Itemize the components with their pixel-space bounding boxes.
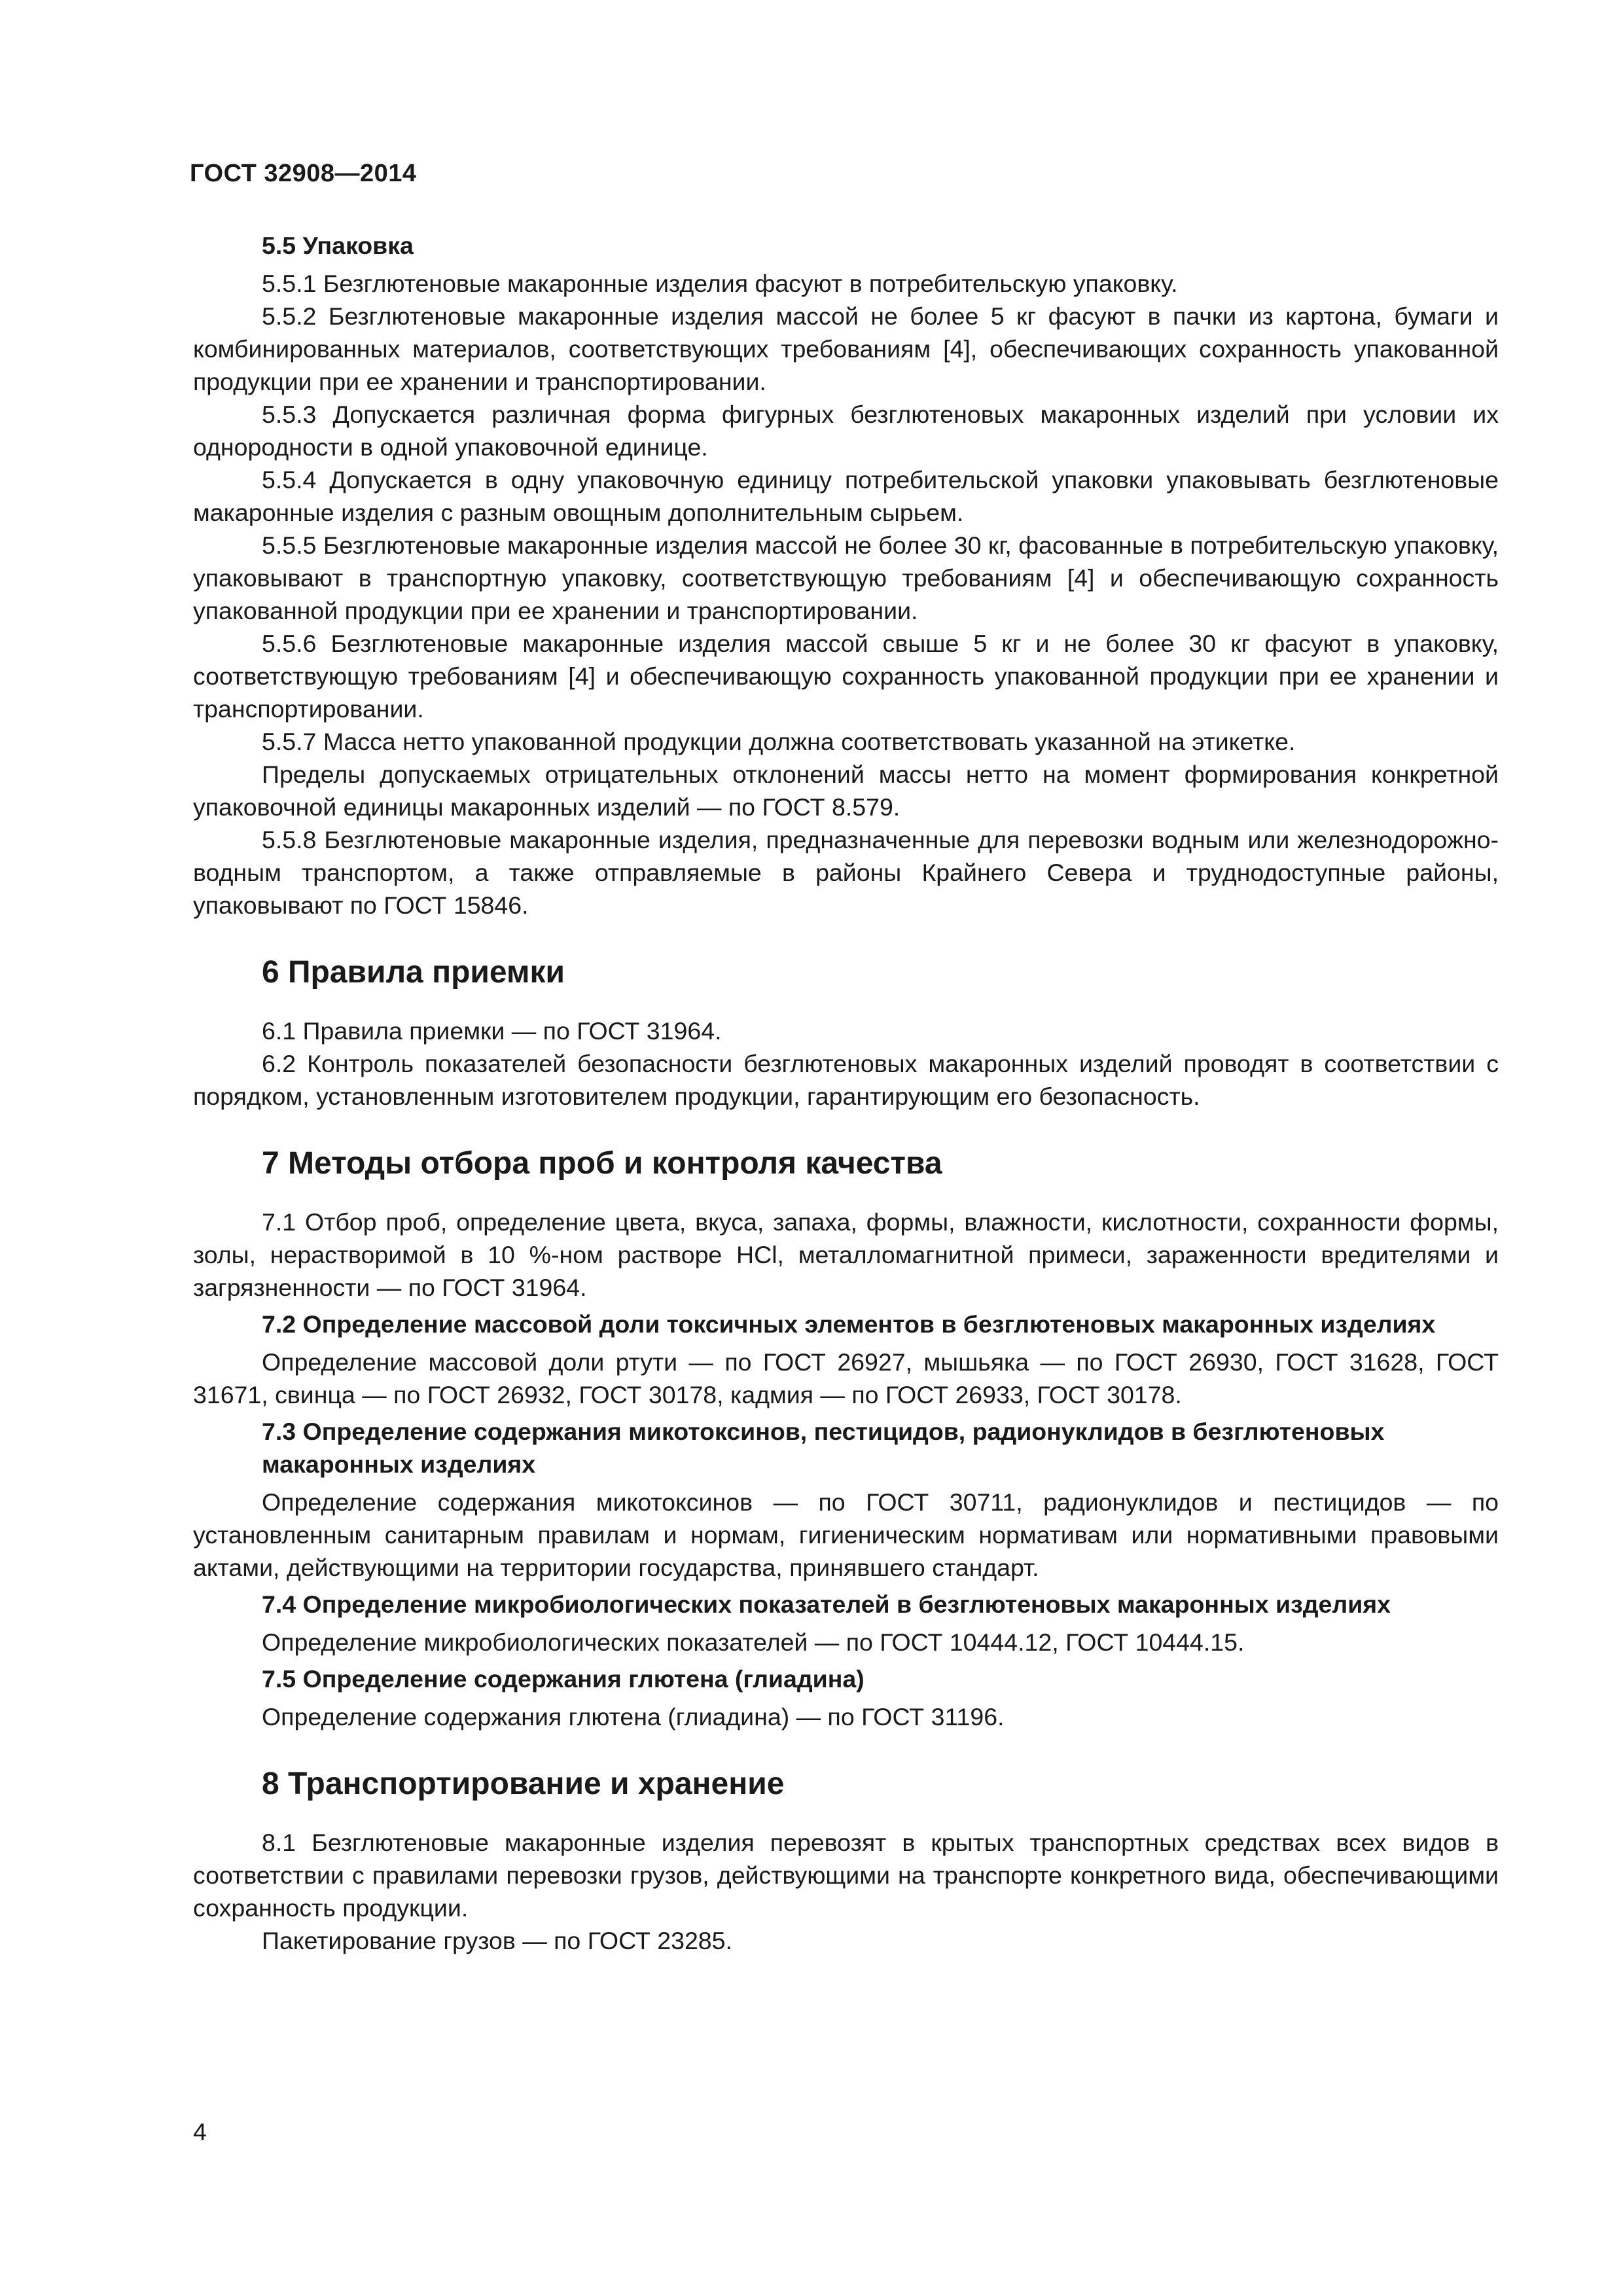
paragraph-5-5-4: 5.5.4 Допускается в одну упаковочную единицу потребительской упаковки упаковывать безглютеновые макаронные изделия с разным овощным дополнительным сырьем.	[193, 466, 1499, 526]
paragraph-7-2: Определение массовой доли ртути — по ГОСТ 26927, мышьяка — по ГОСТ 26930, ГОСТ 31628, ГОСТ 31671, свинца — по ГОСТ 26932, ГОСТ 30178, кадмия — по ГОСТ 26933, ГОСТ 30178.	[193, 1348, 1499, 1408]
paragraph-5-5-6: 5.5.6 Безглютеновые макаронные изделия массой свыше 5 кг и не более 30 кг фасуют в упаковку, соответствующую требованиям [4] и обеспечивающую сохранность упакованной продукции при ее хранении и транспортировании.	[193, 630, 1499, 723]
page-number: 4	[193, 2118, 207, 2145]
paragraph-7-5: Определение содержания глютена (глиадина) — по ГОСТ 31196.	[262, 1703, 1005, 1731]
section-heading-6: 6 Правила приемки	[262, 955, 565, 990]
subsection-heading-7-4: 7.4 Определение микробиологических показателей в безглютеновых макаронных изделиях	[262, 1590, 1391, 1618]
subsection-heading-7-5: 7.5 Определение содержания глютена (глиадина)	[262, 1665, 865, 1693]
paragraph-5-5-2: 5.5.2 Безглютеновые макаронные изделия массой не более 5 кг фасуют в пачки из картона, бумаги и комбинированных материалов, соответствующих требованиям [4], обеспечивающих сохранность упакованной продукции при ее хранении и транспортировании.	[193, 302, 1499, 395]
section-heading-7: 7 Методы отбора проб и контроля качества	[262, 1146, 942, 1181]
paragraph-5-5-7-limits: Пределы допускаемых отрицательных отклонений массы нетто на момент формирования конкретной упаковочной единицы макаронных изделий — по ГОСТ 8.579.	[193, 761, 1499, 821]
subsection-heading-7-3: 7.3 Определение содержания микотоксинов, пестицидов, радионуклидов в безглютеновых макаронных изделиях	[262, 1418, 1385, 1478]
paragraph-6-2: 6.2 Контроль показателей безопасности безглютеновых макаронных изделий проводят в соответствии с порядком, установленным изготовителем продукции, гарантирующим его безопасность.	[193, 1050, 1499, 1110]
subsection-heading-7-2: 7.2 Определение массовой доли токсичных элементов в безглютеновых макаронных изделиях	[262, 1310, 1436, 1338]
paragraph-5-5-3: 5.5.3 Допускается различная форма фигурных безглютеновых макаронных изделий при условии их однородности в одной упаковочной единице.	[193, 401, 1499, 461]
paragraph-7-4: Определение микробиологических показателей — по ГОСТ 10444.12, ГОСТ 10444.15.	[262, 1628, 1245, 1656]
paragraph-5-5-8: 5.5.8 Безглютеновые макаронные изделия, предназначенные для перевозки водным или железнодорожно-водным транспортом, а также отправляемые в районы Крайнего Севера и труднодоступные районы, упаковывают по ГОСТ 15846.	[193, 826, 1499, 919]
subsection-heading-5-5: 5.5 Упаковка	[262, 232, 414, 259]
paragraph-6-1: 6.1 Правила приемки — по ГОСТ 31964.	[262, 1017, 722, 1045]
document-id: ГОСТ 32908—2014	[190, 160, 417, 187]
section-heading-8: 8 Транспортирование и хранение	[262, 1767, 785, 1801]
paragraph-5-5-7: 5.5.7 Масса нетто упакованной продукции должна соответствовать указанной на этикетке.	[262, 728, 1296, 755]
paragraph-8-1-packaging: Пакетирование грузов — по ГОСТ 23285.	[262, 1927, 732, 1954]
paragraph-8-1: 8.1 Безглютеновые макаронные изделия перевозят в крытых транспортных средствах всех видов в соответствии с правилами перевозки грузов, действующими на транспорте конкретного вида, обеспечивающими сохранность продукции.	[193, 1829, 1499, 1922]
paragraph-7-1: 7.1 Отбор проб, определение цвета, вкуса, запаха, формы, влажности, кислотности, сохранности формы, золы, нерастворимой в 10 %-ном растворе HCl, металломагнитной примеси, зараженности вредителями и загрязненности — по ГОСТ 31964.	[193, 1208, 1499, 1301]
document-body	[193, 229, 1499, 1957]
paragraph-5-5-5: 5.5.5 Безглютеновые макаронные изделия массой не более 30 кг, фасованные в потребительскую упаковку, упаковывают в транспортную упаковку, соответствующую требованиям [4] и обеспечивающую сохранность упакованной продукции при ее хранении и транспортировании.	[193, 531, 1499, 624]
paragraph-5-5-1: 5.5.1 Безглютеновые макаронные изделия фасуют в потребительскую упаковку.	[262, 270, 1178, 297]
paragraph-7-3: Определение содержания микотоксинов — по ГОСТ 30711, радионуклидов и пестицидов — по установленным санитарным правилам и нормам, гигиеническим нормативам или нормативными правовыми актами, действующими на территории государства, принявшего стандарт.	[193, 1488, 1499, 1581]
